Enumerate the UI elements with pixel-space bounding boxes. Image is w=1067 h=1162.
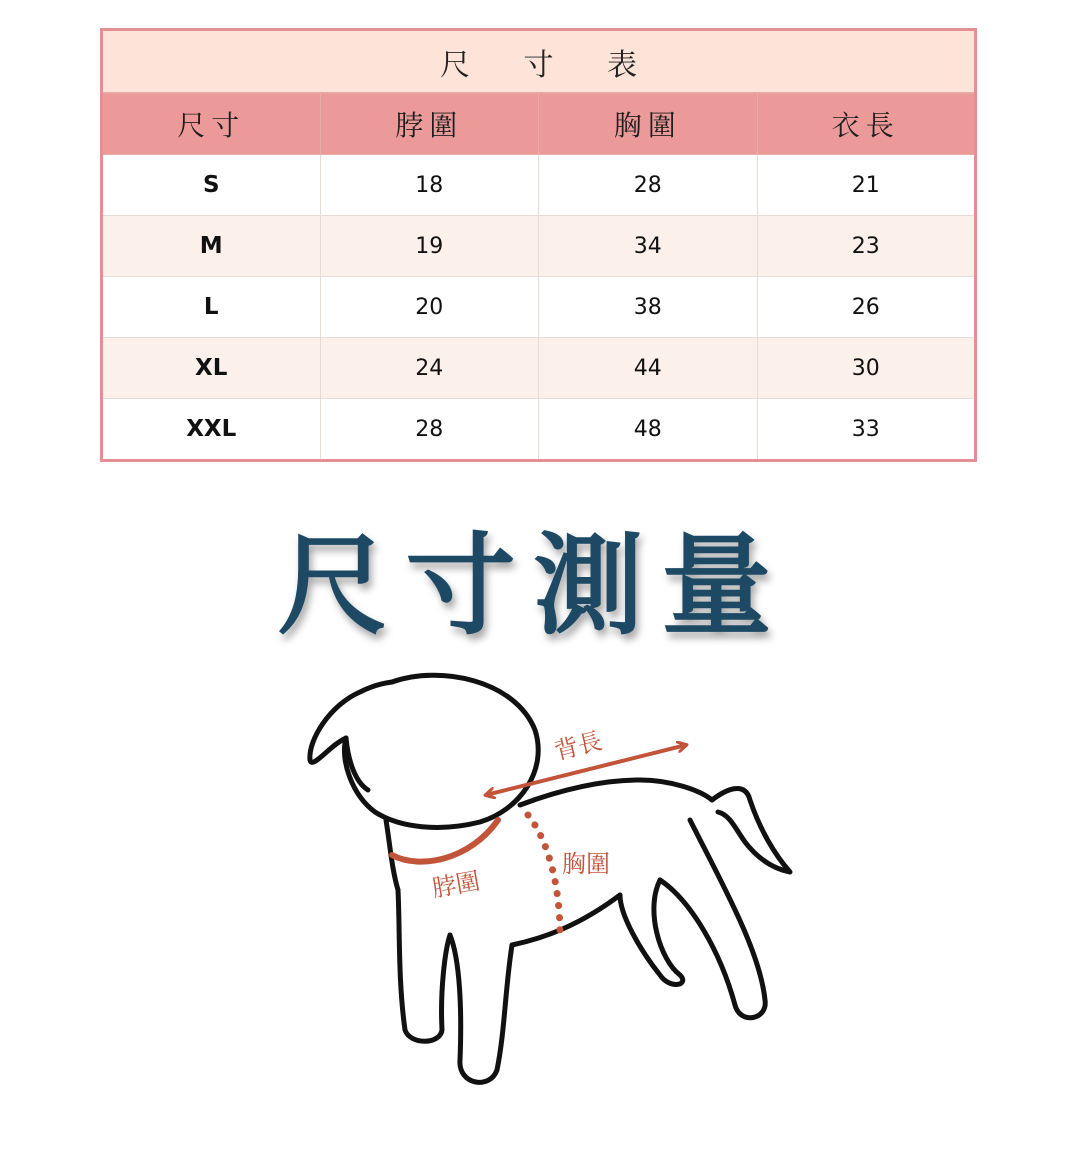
header-size: 尺寸 [102, 93, 321, 155]
table-header-row [102, 93, 976, 155]
dog-tail [712, 788, 790, 872]
neck-cell: 24 [320, 338, 539, 399]
length-cell: 23 [757, 216, 976, 277]
neck-cell: 18 [320, 155, 539, 216]
chest-cell: 28 [539, 155, 758, 216]
back-length-label: 背長 [551, 726, 605, 766]
header-chest: 胸圍 [539, 93, 758, 155]
dog-rear-leg-inner [620, 880, 683, 984]
chest-cell: 48 [539, 399, 758, 461]
header-neck: 脖圍 [320, 93, 539, 155]
dog-belly [512, 895, 620, 945]
dog-front-leg [398, 890, 450, 1041]
table-row [102, 277, 976, 338]
table-title: 尺 寸 表 [102, 30, 976, 94]
measure-title: 尺寸測量 [277, 522, 790, 650]
chest-cell: 38 [539, 277, 758, 338]
size-cell: L [102, 277, 321, 338]
dog-measure-diagram [0, 640, 1067, 1140]
table-row [102, 399, 976, 461]
neck-cell: 19 [320, 216, 539, 277]
size-cell: XXL [102, 399, 321, 461]
dog-head [344, 675, 538, 827]
chest-cell: 34 [539, 216, 758, 277]
neck-cell: 28 [320, 399, 539, 461]
table-title-row [102, 30, 976, 94]
size-cell: XL [102, 338, 321, 399]
neck-label: 脖圍 [429, 866, 483, 903]
length-cell: 26 [757, 277, 976, 338]
size-cell: M [102, 216, 321, 277]
chest-measure-dots [528, 815, 560, 935]
neck-cell: 20 [320, 277, 539, 338]
dog-back [520, 780, 712, 805]
dog-outline-icon [310, 675, 790, 1082]
chest-cell: 44 [539, 338, 758, 399]
length-cell: 33 [757, 399, 976, 461]
dog-front-leg-2 [450, 935, 512, 1082]
size-cell: S [102, 155, 321, 216]
length-cell: 21 [757, 155, 976, 216]
header-length: 衣長 [757, 93, 976, 155]
dog-ear [310, 682, 392, 762]
table-row [102, 155, 976, 216]
length-cell: 30 [757, 338, 976, 399]
size-table [100, 28, 977, 462]
table-row [102, 216, 976, 277]
table-row [102, 338, 976, 399]
chest-label: 胸圍 [562, 850, 610, 878]
